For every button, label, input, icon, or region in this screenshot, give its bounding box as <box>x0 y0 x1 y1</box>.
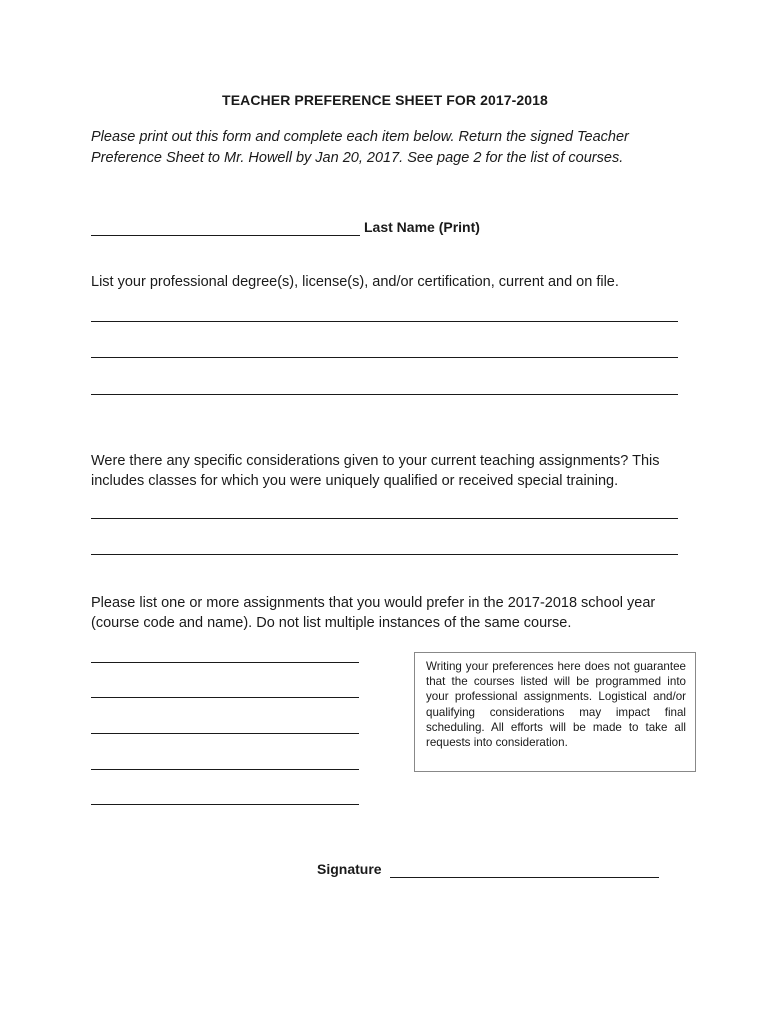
assignment-answer-line[interactable] <box>91 697 359 698</box>
signature-row <box>317 860 677 882</box>
disclaimer-box <box>414 652 696 772</box>
assignment-answer-line[interactable] <box>91 804 359 805</box>
assignment-answer-line[interactable] <box>91 662 359 663</box>
degrees-answer-line[interactable] <box>91 394 678 395</box>
degrees-answer-line[interactable] <box>91 321 678 322</box>
degrees-answer-line[interactable] <box>91 357 678 358</box>
assignment-answer-line[interactable] <box>91 769 359 770</box>
assignments-question: Please list one or more assignments that you would prefer in the 2017-2018 school year (course code and name). Do not list multiple instances of the same course. <box>91 595 656 631</box>
signature-label: Signature <box>317 861 382 877</box>
last-name-field[interactable] <box>91 235 360 236</box>
considerations-question: Were there any specific considerations given to your current teaching assignments? This includes classes for which you were uniquely qualified or received special training. <box>91 453 660 489</box>
considerations-answer-line[interactable] <box>91 518 678 519</box>
degrees-question: List your professional degree(s), license(s), and/or certification, current and on file. <box>91 274 619 290</box>
last-name-label: Last Name (Print) <box>364 219 480 235</box>
form-title: TEACHER PREFERENCE SHEET FOR 2017-2018 <box>222 92 548 108</box>
form-instructions: Please print out this form and complete each item below. Return the signed Teacher Preference Sheet to Mr. Howell by Jan 20, 2017. See page 2 for the list of courses. <box>91 129 629 166</box>
considerations-answer-line[interactable] <box>91 554 678 555</box>
disclaimer-text: Writing your preferences here does not guarantee that the courses listed will be programmed into your professional assignments. Logistical and/or qualifying considerations may impact final scheduling. All efforts will be made to take all requests into consideration. <box>426 660 686 750</box>
signature-field[interactable] <box>390 877 659 878</box>
assignment-answer-line[interactable] <box>91 733 359 734</box>
last-name-row <box>91 218 691 240</box>
